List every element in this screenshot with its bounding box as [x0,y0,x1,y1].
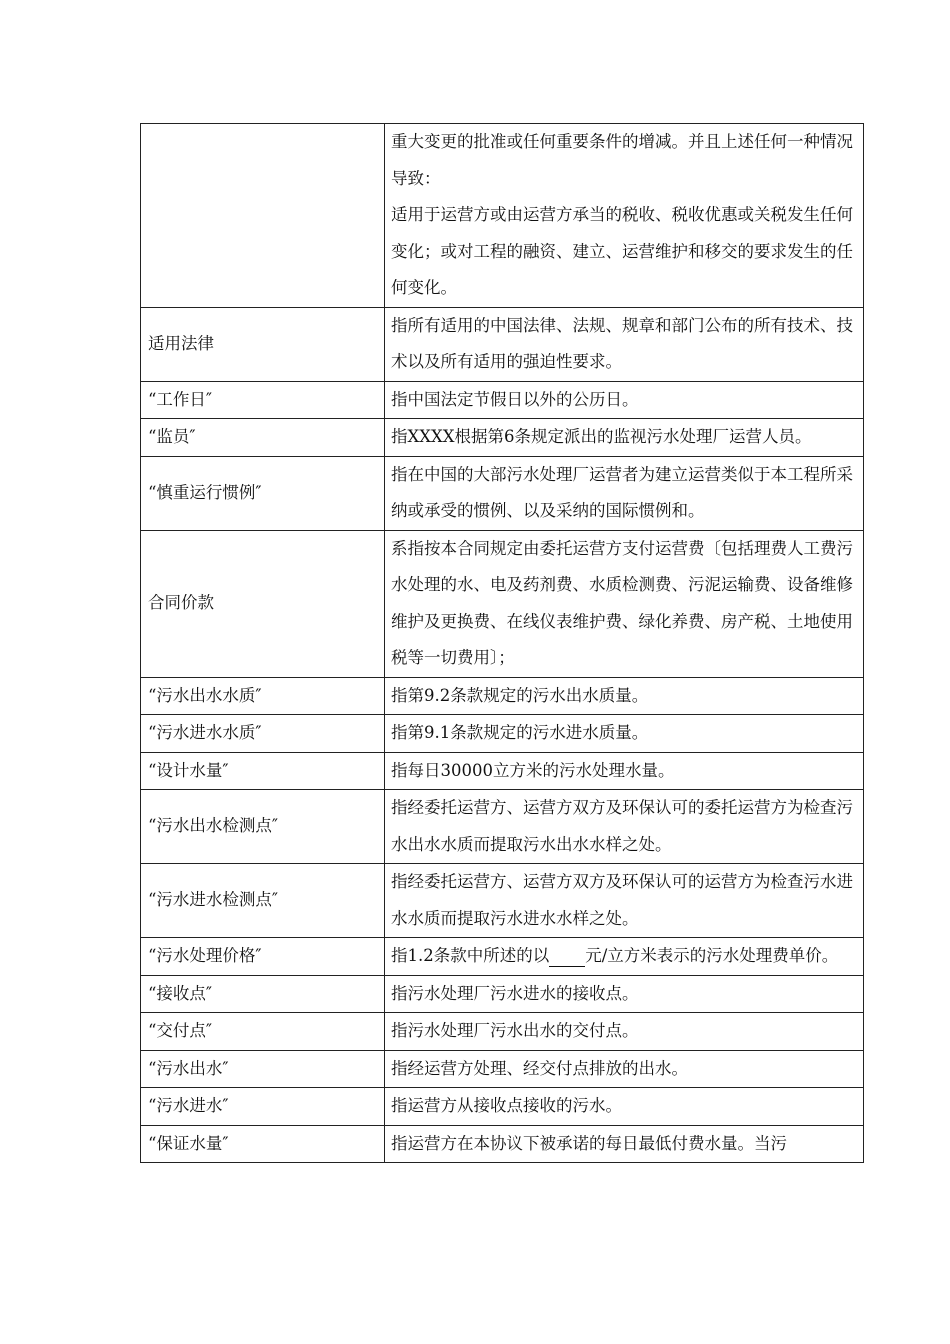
term-cell: “污水出水″ [141,1050,385,1088]
term-cell: “污水处理价格″ [141,938,385,976]
definitions-table [140,123,864,1163]
definition-cell [385,938,864,976]
table-row [141,790,864,864]
table-row [141,1050,864,1088]
definition-cell: 指所有适用的中国法律、法规、规章和部门公布的所有技术、技术以及所有适用的强迫性要求。 [385,307,864,381]
table-row [141,124,864,308]
table-row [141,864,864,938]
definition-cell: 指第9.1条款规定的污水进水质量。 [385,715,864,753]
definition-cell: 指经委托运营方、运营方双方及环保认可的运营方为检查污水进水水质而提取污水进水水样之处。 [385,864,864,938]
definition-cell: 指运营方从接收点接收的污水。 [385,1088,864,1126]
table-row [141,419,864,457]
term-cell: “接收点″ [141,975,385,1013]
term-cell: “保证水量″ [141,1125,385,1163]
table-row [141,456,864,530]
table-row [141,1013,864,1051]
definition-text-before-blank: 指1.2条款中所述的以 [391,946,550,965]
definition-cell: 指经运营方处理、经交付点排放的出水。 [385,1050,864,1088]
fill-in-blank [549,946,585,967]
definition-text-after-blank: 元/立方米表示的污水处理费单价。 [585,946,839,965]
definition-cell: 系指按本合同规定由委托运营方支付运营费〔包括理费人工费污水处理的水、电及药剂费、水质检测费、污泥运输费、设备维修维护及更换费、在线仪表维护费、绿化养费、房产税、土地使用税等一切费用〕； [385,530,864,677]
term-cell: “污水进水″ [141,1088,385,1126]
table-row [141,1125,864,1163]
table-row [141,975,864,1013]
definition-cell: 指经委托运营方、运营方双方及环保认可的委托运营方为检查污水出水水质而提取污水出水水样之处。 [385,790,864,864]
term-cell [141,124,385,308]
definition-cell: 指在中国的大部污水处理厂运营者为建立运营类似于本工程所采纳或承受的惯例、以及采纳的国际惯例和。 [385,456,864,530]
definition-cell: 指第9.2条款规定的污水出水质量。 [385,677,864,715]
definition-cell: 指污水处理厂污水进水的接收点。 [385,975,864,1013]
table-row [141,307,864,381]
term-cell: “监员″ [141,419,385,457]
definition-cell: 指中国法定节假日以外的公历日。 [385,381,864,419]
definition-paragraph: 适用于运营方或由运营方承当的税收、税收优惠或关税发生任何变化；或对工程的融资、建立、运营维护和移交的要求发生的任何变化。 [391,205,853,297]
table-row [141,752,864,790]
definition-cell: 指污水处理厂污水出水的交付点。 [385,1013,864,1051]
term-cell: “交付点″ [141,1013,385,1051]
definition-paragraph: 重大变更的批准或任何重要条件的增减。并且上述任何一种情况导致： [391,132,853,188]
definition-cell: 指每日30000立方米的污水处理水量。 [385,752,864,790]
table-row [141,677,864,715]
table-row [141,381,864,419]
definition-cell: 指运营方在本协议下被承诺的每日最低付费水量。当污 [385,1125,864,1163]
term-cell: “污水出水检测点″ [141,790,385,864]
term-cell: “污水出水水质″ [141,677,385,715]
term-cell: “污水进水检测点″ [141,864,385,938]
term-cell: 合同价款 [141,530,385,677]
table-row [141,1088,864,1126]
definition-cell: 指XXXX根据第6条规定派出的监视污水处理厂运营人员。 [385,419,864,457]
table-row [141,715,864,753]
term-cell: “设计水量″ [141,752,385,790]
term-cell: “工作日″ [141,381,385,419]
table-row [141,938,864,976]
term-cell: “慎重运行惯例″ [141,456,385,530]
term-cell: “污水进水水质″ [141,715,385,753]
term-cell: 适用法律 [141,307,385,381]
definition-cell [385,124,864,308]
table-row [141,530,864,677]
